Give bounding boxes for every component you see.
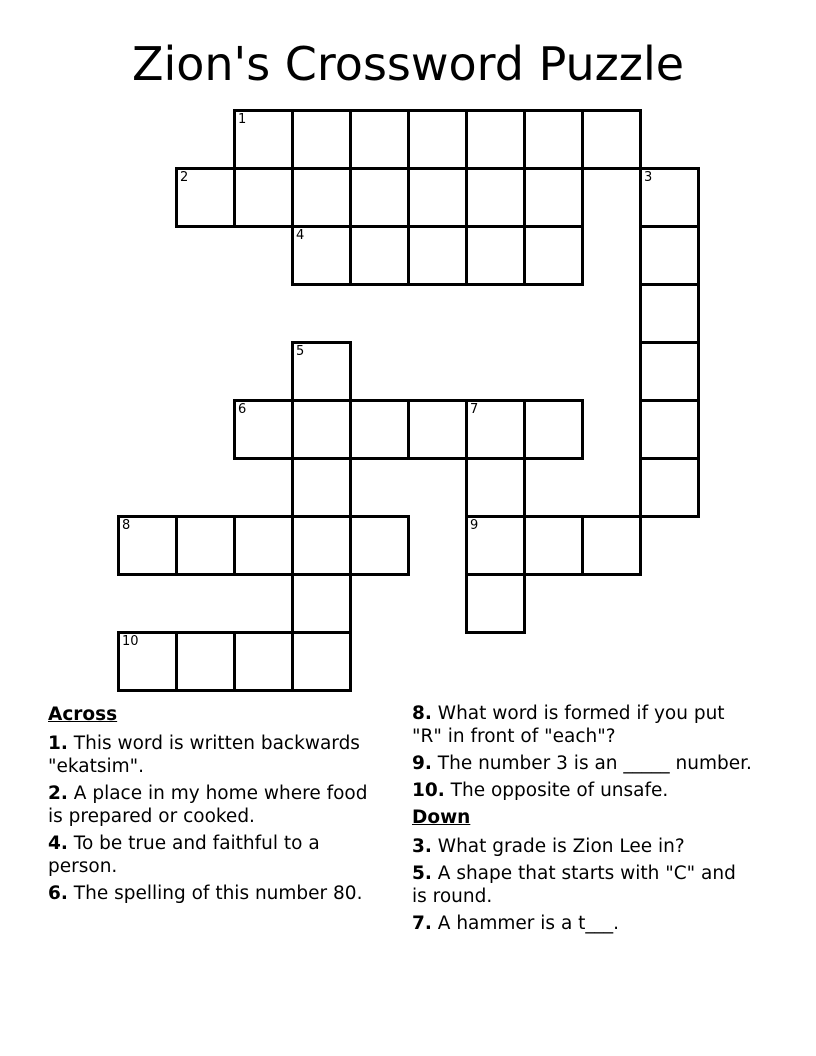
cell-number: 5: [296, 344, 305, 359]
clue-item: [412, 835, 752, 858]
cell-number: 8: [122, 518, 131, 533]
grid-cell[interactable]: [523, 109, 584, 170]
grid-cell[interactable]: [175, 631, 236, 692]
grid-cell[interactable]: [523, 225, 584, 286]
grid-cell[interactable]: [175, 515, 236, 576]
grid-cell[interactable]: [639, 457, 700, 518]
grid-cell[interactable]: [291, 399, 352, 460]
clue-item: [412, 702, 752, 748]
clue-text: The opposite of unsafe.: [444, 780, 669, 801]
clue-number: 8.: [412, 703, 432, 724]
down-heading: Down: [412, 807, 471, 828]
grid-cell[interactable]: [117, 515, 178, 576]
clue-item: [48, 882, 388, 905]
grid-cell[interactable]: [465, 457, 526, 518]
grid-cell[interactable]: [291, 573, 352, 634]
grid-cell[interactable]: [233, 515, 294, 576]
grid-cell[interactable]: [291, 225, 352, 286]
clue-item: [412, 752, 752, 775]
grid-cell[interactable]: [639, 167, 700, 228]
across-clue-list: [48, 732, 388, 905]
clue-number: 3.: [412, 836, 432, 857]
cell-number: 9: [470, 518, 479, 533]
grid-cell[interactable]: [465, 225, 526, 286]
grid-cell[interactable]: [117, 631, 178, 692]
grid-cell[interactable]: [291, 167, 352, 228]
grid-cell[interactable]: [349, 515, 410, 576]
cell-number: 4: [296, 228, 305, 243]
clue-number: 6.: [48, 883, 68, 904]
clue-item: [412, 779, 752, 802]
grid-cell[interactable]: [639, 225, 700, 286]
grid-cell[interactable]: [233, 167, 294, 228]
clue-text: The spelling of this number 80.: [67, 883, 363, 904]
across-clue-list-continued: [412, 702, 752, 802]
grid-cell[interactable]: [349, 109, 410, 170]
clue-number: 10.: [412, 780, 445, 801]
grid-cell[interactable]: [407, 225, 468, 286]
clue-item: [412, 912, 752, 935]
grid-cell[interactable]: [291, 457, 352, 518]
down-clue-list: [412, 835, 752, 935]
grid-cell[interactable]: [581, 109, 642, 170]
grid-cell[interactable]: [407, 109, 468, 170]
grid-cell[interactable]: [233, 109, 294, 170]
grid-cell[interactable]: [465, 573, 526, 634]
clue-text: What grade is Zion Lee in?: [431, 836, 685, 857]
grid-cell[interactable]: [523, 515, 584, 576]
grid-cell[interactable]: [349, 167, 410, 228]
clue-text: A hammer is a t___.: [431, 913, 620, 934]
grid-cell[interactable]: [639, 283, 700, 344]
grid-cell[interactable]: [581, 515, 642, 576]
grid-cell[interactable]: [639, 341, 700, 402]
clue-number: 7.: [412, 913, 432, 934]
clue-item: [48, 782, 388, 828]
clue-number: 1.: [48, 733, 68, 754]
clue-text: This word is written backwards "ekatsim".: [48, 733, 360, 777]
grid-cell[interactable]: [291, 631, 352, 692]
grid-cell[interactable]: [175, 167, 236, 228]
grid-cell[interactable]: [465, 167, 526, 228]
clue-item: [48, 832, 388, 878]
grid-cell[interactable]: [233, 399, 294, 460]
clue-item: [412, 862, 752, 908]
clue-text: To be true and faithful to a person.: [48, 833, 320, 877]
grid-cell[interactable]: [465, 515, 526, 576]
grid-cell[interactable]: [349, 225, 410, 286]
grid-cell[interactable]: [407, 167, 468, 228]
page-title: Zion's Crossword Puzzle: [131, 37, 685, 91]
clue-item: [48, 732, 388, 778]
clue-text: The number 3 is an _____ number.: [431, 753, 752, 774]
grid-cell[interactable]: [523, 167, 584, 228]
clue-number: 2.: [48, 783, 68, 804]
clue-text: A place in my home where food is prepared or cooked.: [48, 783, 368, 827]
clue-number: 9.: [412, 753, 432, 774]
across-heading: Across: [48, 704, 118, 725]
cell-number: 2: [180, 170, 189, 185]
grid-cell[interactable]: [291, 515, 352, 576]
clue-number: 5.: [412, 863, 432, 884]
grid-cell[interactable]: [407, 399, 468, 460]
clue-text: What word is formed if you put "R" in front of "each"?: [412, 703, 725, 747]
cell-number: 1: [238, 112, 247, 127]
grid-cell[interactable]: [639, 399, 700, 460]
clue-number: 4.: [48, 833, 68, 854]
cell-number: 6: [238, 402, 247, 417]
clues-column-right: [412, 702, 752, 939]
grid-cell[interactable]: [349, 399, 410, 460]
grid-cell[interactable]: [465, 399, 526, 460]
clue-text: A shape that starts with "C" and is round.: [412, 863, 736, 907]
grid-cell[interactable]: [291, 341, 352, 402]
clues-column-left: [48, 702, 388, 909]
cell-number: 10: [122, 634, 139, 649]
cell-number: 7: [470, 402, 479, 417]
cell-number: 3: [644, 170, 653, 185]
grid-cell[interactable]: [523, 399, 584, 460]
grid-cell[interactable]: [465, 109, 526, 170]
grid-cell[interactable]: [233, 631, 294, 692]
grid-cell[interactable]: [291, 109, 352, 170]
